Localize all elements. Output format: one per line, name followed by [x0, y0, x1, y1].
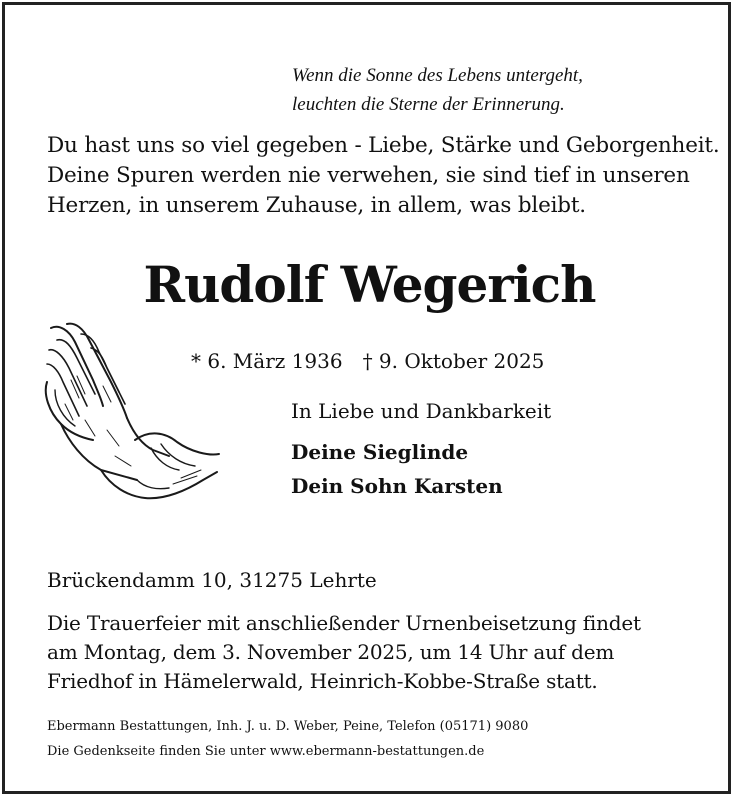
footer-line-2: Die Gedenkseite finden Sie unter www.ebermann-bestattungen.de [47, 744, 485, 759]
intro-text [47, 131, 719, 221]
mourner-name: Dein Sohn Karsten [291, 474, 503, 498]
life-dates [191, 347, 544, 375]
mourners-intro: In Liebe und Dankbarkeit [291, 399, 552, 423]
footer-line-1: Ebermann Bestattungen, Inh. J. u. D. Weber, Peine, Telefon (05171) 9080 [47, 719, 529, 734]
death-date: † 9. Oktober 2025 [362, 349, 545, 373]
service-info [47, 609, 641, 696]
intro-line-2: Deine Spuren werden nie verwehen, sie sind tief in unseren [47, 163, 690, 188]
service-line-3: Friedhof in Hämelerwald, Heinrich-Kobbe-Straße statt. [47, 669, 598, 693]
service-line-2: am Montag, dem 3. November 2025, um 14 Uhr auf dem [47, 640, 615, 664]
service-line-1: Die Trauerfeier mit anschließender Urnenbeisetzung findet [47, 611, 641, 635]
intro-line-3: Herzen, in unserem Zuhause, in allem, was bleibt. [47, 193, 586, 218]
deceased-name: Rudolf Wegerich [143, 255, 596, 314]
obituary-frame [2, 2, 731, 794]
birth-date: * 6. März 1936 [191, 349, 343, 373]
motto-line-1: Wenn die Sonne des Lebens untergeht, [292, 65, 583, 86]
motto [292, 61, 583, 119]
intro-line-1: Du hast uns so viel gegeben - Liebe, Stärke und Geborgenheit. [47, 133, 720, 158]
mourner-name: Deine Sieglinde [291, 440, 469, 464]
funeral-home-footer [47, 714, 528, 764]
motto-line-2: leuchten die Sterne der Erinnerung. [292, 94, 565, 115]
mourning-address: Brückendamm 10, 31275 Lehrte [47, 568, 377, 592]
